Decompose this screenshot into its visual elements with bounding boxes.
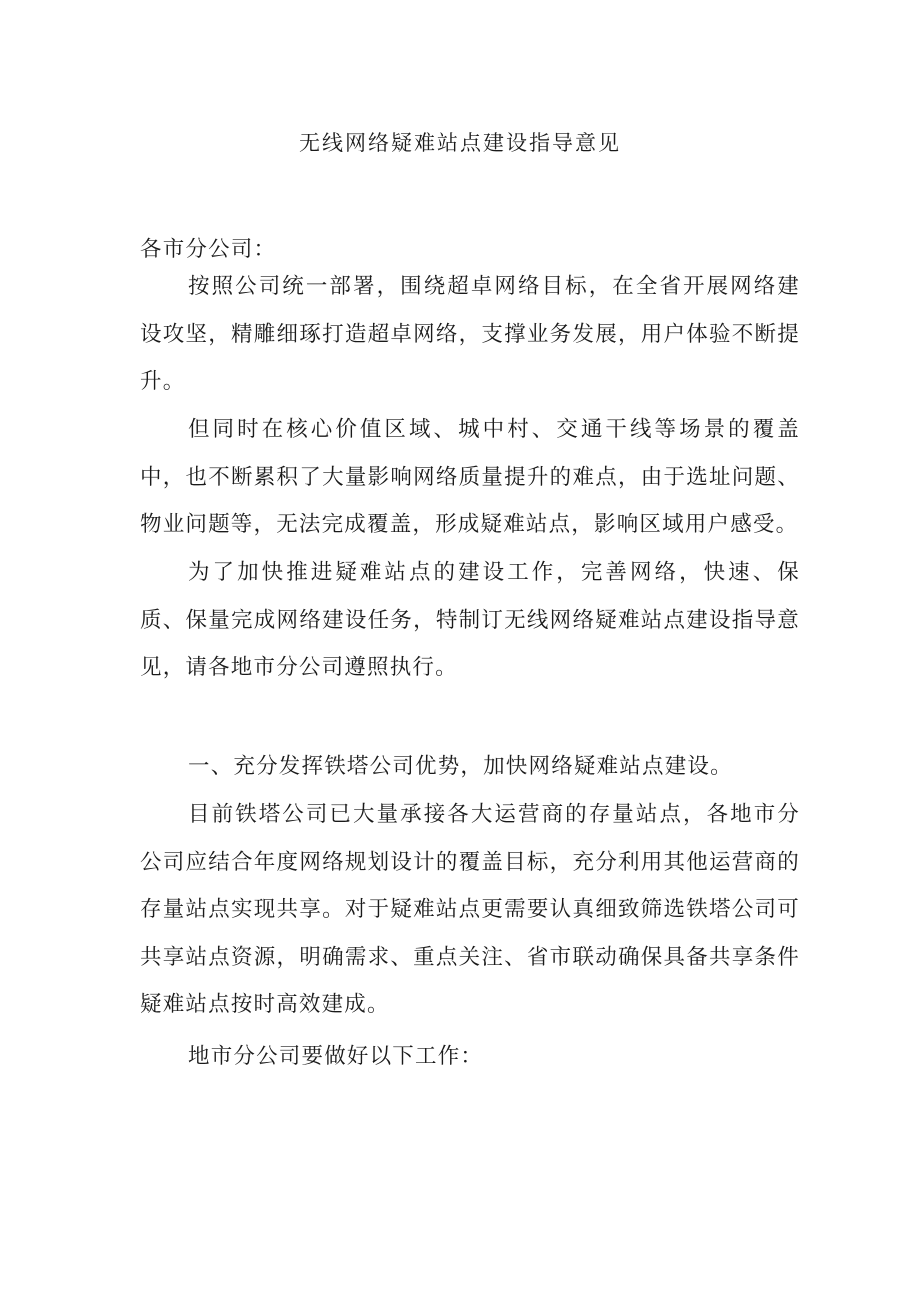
tasks-intro: 地市分公司要做好以下工作：: [188, 1044, 484, 1069]
section-1-paragraph: 目前铁塔公司已大量承接各大运营商的存量站点，各地市分公司应结合年度网络规划设计的覆盖目标，充分利用其他运营商的存量站点实现共享。对于疑难站点更需要认真细致筛选铁塔公司可共享站点资源，明确需求、重点关注、省市联动确保具备共享条件疑难站点按时高效建成。: [140, 802, 800, 1017]
section-1-heading: 一、充分发挥铁塔公司优势，加快网络疑难站点建设。: [188, 754, 733, 779]
paragraph-purpose: 为了加快推进疑难站点的建设工作，完善网络，快速、保质、保量完成网络建设任务，特制订无线网络疑难站点建设指导意见，请各地市分公司遵照执行。: [140, 560, 800, 680]
paragraph-intro: 按照公司统一部署，围绕超卓网络目标，在全省开展网络建设攻坚，精雕细琢打造超卓网络，支撑业务发展，用户体验不断提升。: [140, 274, 800, 394]
salutation: 各市分公司：: [140, 237, 277, 262]
document-title: 无线网络疑难站点建设指导意见: [299, 131, 621, 155]
paragraph-problem: 但同时在核心价值区域、城中村、交通干线等场景的覆盖中，也不断累积了大量影响网络质量提升的难点，由于选址问题、物业问题等，无法完成覆盖，形成疑难站点，影响区域用户感受。: [140, 417, 800, 537]
